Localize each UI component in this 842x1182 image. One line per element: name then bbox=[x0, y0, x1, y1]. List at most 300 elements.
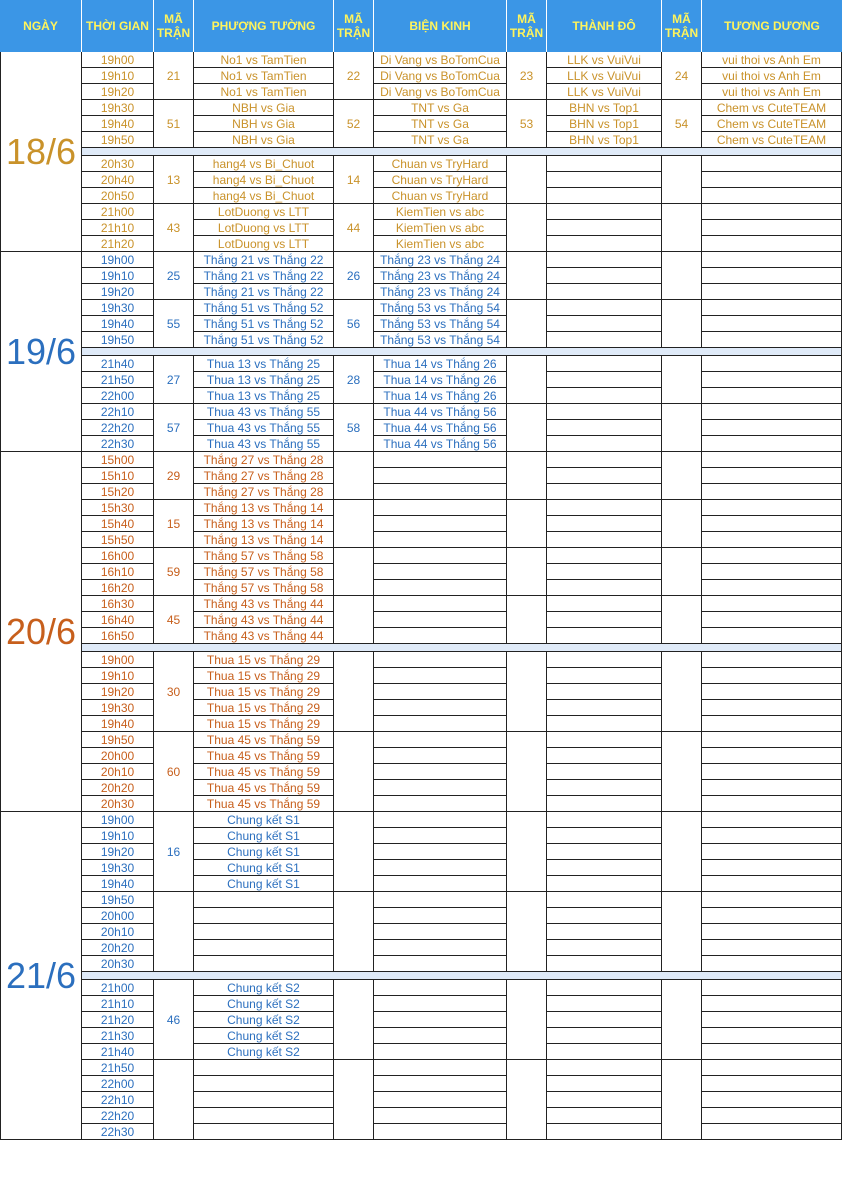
match-label-cell-text: NBH vs Gia bbox=[232, 132, 295, 147]
match-label-cell bbox=[547, 1092, 662, 1108]
match-id-cell-text: 60 bbox=[166, 764, 181, 779]
match-label-cell bbox=[702, 668, 842, 684]
match-label-cell-text: Chuan vs TryHard bbox=[391, 156, 489, 171]
time-cell-text: 20h20 bbox=[100, 940, 135, 955]
match-label-cell-text: Thắng 23 vs Thắng 24 bbox=[380, 268, 500, 283]
time-cell bbox=[82, 500, 154, 516]
time-cell-text: 16h40 bbox=[100, 612, 135, 627]
match-id-cell bbox=[662, 892, 702, 972]
match-label-cell bbox=[702, 500, 842, 516]
time-cell bbox=[82, 116, 154, 132]
match-label-cell bbox=[702, 316, 842, 332]
time-cell bbox=[82, 748, 154, 764]
match-id-cell bbox=[334, 356, 374, 404]
match-label-cell bbox=[194, 580, 334, 596]
match-label-cell bbox=[374, 500, 507, 516]
match-label-cell bbox=[374, 1092, 507, 1108]
match-label-cell bbox=[702, 564, 842, 580]
match-label-cell bbox=[547, 716, 662, 732]
match-label-cell bbox=[374, 940, 507, 956]
time-cell bbox=[82, 316, 154, 332]
time-cell-text: 19h30 bbox=[100, 300, 135, 315]
match-label-cell bbox=[194, 188, 334, 204]
match-id-cell bbox=[662, 548, 702, 596]
time-cell bbox=[82, 940, 154, 956]
match-label-cell bbox=[194, 940, 334, 956]
match-label-cell bbox=[702, 516, 842, 532]
match-label-cell bbox=[547, 940, 662, 956]
time-cell-text: 16h20 bbox=[100, 580, 135, 595]
match-label-cell bbox=[547, 924, 662, 940]
match-label-cell-text: Di Vang vs BoTomCua bbox=[380, 52, 500, 67]
match-label-cell bbox=[374, 436, 507, 452]
time-cell bbox=[82, 420, 154, 436]
match-label-cell bbox=[374, 132, 507, 148]
match-label-cell bbox=[547, 300, 662, 316]
match-label-cell bbox=[702, 876, 842, 892]
match-label-cell-text: KiemTien vs abc bbox=[395, 236, 485, 251]
time-cell-text: 19h40 bbox=[100, 716, 135, 731]
match-label-cell bbox=[194, 1124, 334, 1140]
match-id-cell bbox=[662, 1060, 702, 1140]
time-cell bbox=[82, 764, 154, 780]
match-label-cell bbox=[374, 812, 507, 828]
match-label-cell bbox=[374, 828, 507, 844]
match-label-cell-text: Chung kết S2 bbox=[227, 1012, 300, 1027]
match-id-cell bbox=[334, 652, 374, 732]
match-label-cell-text: Thua 15 vs Thắng 29 bbox=[206, 652, 321, 667]
match-label-cell bbox=[702, 100, 842, 116]
match-id-cell bbox=[507, 812, 547, 892]
header-ma-tran-2 bbox=[334, 0, 374, 52]
match-label-cell bbox=[374, 420, 507, 436]
match-id-cell bbox=[334, 452, 374, 500]
time-cell bbox=[82, 436, 154, 452]
match-label-cell-text: hang4 vs Bi_Chuot bbox=[212, 156, 315, 171]
match-id-cell-text: 57 bbox=[166, 420, 181, 435]
match-label-cell bbox=[194, 748, 334, 764]
match-label-cell bbox=[194, 468, 334, 484]
time-cell-text: 21h50 bbox=[100, 372, 135, 387]
match-label-cell-text: hang4 vs Bi_Chuot bbox=[212, 172, 315, 187]
match-label-cell bbox=[547, 764, 662, 780]
match-label-cell-text: Thắng 21 vs Thắng 22 bbox=[203, 268, 324, 283]
match-label-cell bbox=[702, 268, 842, 284]
time-cell-text: 16h50 bbox=[100, 628, 135, 643]
match-label-cell bbox=[194, 908, 334, 924]
time-cell bbox=[82, 204, 154, 220]
match-id-cell bbox=[507, 452, 547, 500]
match-id-cell-text: 14 bbox=[346, 172, 361, 187]
time-cell-text: 22h20 bbox=[100, 1108, 135, 1123]
match-id-cell bbox=[662, 500, 702, 548]
match-label-cell-text: Thua 14 vs Thắng 26 bbox=[383, 388, 497, 403]
header-ngay bbox=[0, 0, 82, 52]
header-thanh-do-label: THÀNH ĐÔ bbox=[572, 19, 636, 33]
match-label-cell bbox=[374, 796, 507, 812]
match-label-cell bbox=[374, 284, 507, 300]
time-cell bbox=[82, 1108, 154, 1124]
time-cell-text: 21h40 bbox=[100, 356, 135, 371]
date-label: 18/6 bbox=[5, 130, 77, 172]
match-label-cell bbox=[547, 812, 662, 828]
match-label-cell bbox=[702, 716, 842, 732]
match-label-cell bbox=[374, 252, 507, 268]
time-cell-text: 20h40 bbox=[100, 172, 135, 187]
match-label-cell bbox=[702, 940, 842, 956]
match-label-cell-text: Chuan vs TryHard bbox=[391, 172, 489, 187]
match-id-cell bbox=[507, 980, 547, 1060]
time-cell bbox=[82, 404, 154, 420]
match-id-cell bbox=[507, 596, 547, 644]
date-cell bbox=[0, 52, 82, 252]
match-label-cell bbox=[547, 564, 662, 580]
match-label-cell bbox=[374, 1044, 507, 1060]
match-id-cell bbox=[154, 652, 194, 732]
time-cell-text: 20h50 bbox=[100, 188, 135, 203]
match-label-cell bbox=[702, 116, 842, 132]
match-label-cell bbox=[547, 356, 662, 372]
date-cell bbox=[0, 252, 82, 452]
match-label-cell bbox=[547, 668, 662, 684]
header-ma-tran-2-line1: MÃ bbox=[344, 12, 363, 26]
match-label-cell bbox=[194, 780, 334, 796]
time-cell-text: 22h30 bbox=[100, 436, 135, 451]
match-id-cell bbox=[507, 652, 547, 732]
match-label-cell-text: Thua 43 vs Thắng 55 bbox=[206, 436, 321, 451]
match-label-cell-text: Thua 14 vs Thắng 26 bbox=[383, 372, 497, 387]
match-id-cell bbox=[662, 300, 702, 348]
header-ma-tran-3-line2: TRẬN bbox=[509, 26, 544, 40]
match-label-cell bbox=[374, 404, 507, 420]
match-id-cell bbox=[507, 156, 547, 204]
match-label-cell bbox=[194, 996, 334, 1012]
match-label-cell bbox=[702, 300, 842, 316]
match-label-cell bbox=[547, 1108, 662, 1124]
match-id-cell-text: 29 bbox=[166, 468, 181, 483]
match-label-cell-text: Thua 15 vs Thắng 29 bbox=[206, 716, 321, 731]
match-label-cell bbox=[374, 876, 507, 892]
match-id-cell bbox=[662, 452, 702, 500]
match-label-cell bbox=[374, 356, 507, 372]
time-cell-text: 20h30 bbox=[100, 956, 135, 971]
match-label-cell bbox=[547, 980, 662, 996]
time-cell bbox=[82, 52, 154, 68]
match-label-cell bbox=[194, 84, 334, 100]
match-label-cell bbox=[194, 388, 334, 404]
match-label-cell bbox=[194, 332, 334, 348]
match-label-cell bbox=[702, 860, 842, 876]
match-label-cell-text: KiemTien vs abc bbox=[395, 220, 485, 235]
match-label-cell bbox=[702, 484, 842, 500]
match-label-cell bbox=[547, 908, 662, 924]
match-label-cell bbox=[374, 332, 507, 348]
match-label-cell bbox=[702, 924, 842, 940]
match-label-cell bbox=[547, 596, 662, 612]
header-ma-tran-3-line1: MÃ bbox=[517, 12, 536, 26]
match-label-cell-text: Thắng 27 vs Thắng 28 bbox=[203, 484, 324, 499]
match-label-cell bbox=[702, 612, 842, 628]
match-label-cell bbox=[194, 316, 334, 332]
time-cell bbox=[82, 468, 154, 484]
time-cell bbox=[82, 980, 154, 996]
match-label-cell bbox=[374, 204, 507, 220]
time-cell-text: 21h20 bbox=[100, 236, 135, 251]
match-label-cell-text: Thua 15 vs Thắng 29 bbox=[206, 700, 321, 715]
time-cell-text: 21h00 bbox=[100, 204, 135, 219]
match-label-cell bbox=[374, 564, 507, 580]
match-id-cell bbox=[507, 1060, 547, 1140]
match-label-cell-text: Thua 45 vs Thắng 59 bbox=[206, 780, 321, 795]
match-label-cell bbox=[547, 52, 662, 68]
match-label-cell bbox=[547, 1124, 662, 1140]
match-id-cell bbox=[154, 252, 194, 300]
time-cell bbox=[82, 956, 154, 972]
time-cell bbox=[82, 268, 154, 284]
match-label-cell bbox=[547, 780, 662, 796]
time-cell bbox=[82, 812, 154, 828]
match-id-cell-text: 52 bbox=[346, 116, 361, 131]
match-label-cell bbox=[702, 1092, 842, 1108]
match-label-cell-text: Thua 15 vs Thắng 29 bbox=[206, 684, 321, 699]
match-label-cell bbox=[702, 436, 842, 452]
match-label-cell-text: Thắng 21 vs Thắng 22 bbox=[203, 252, 324, 267]
match-label-cell bbox=[702, 780, 842, 796]
time-cell bbox=[82, 612, 154, 628]
match-label-cell bbox=[194, 564, 334, 580]
header-ma-tran-3 bbox=[507, 0, 547, 52]
match-label-cell-text: Thua 44 vs Thắng 56 bbox=[383, 420, 497, 435]
match-label-cell-text: vui thoi vs Anh Em bbox=[722, 52, 821, 67]
match-label-cell bbox=[194, 1092, 334, 1108]
match-label-cell bbox=[702, 1028, 842, 1044]
match-label-cell bbox=[547, 116, 662, 132]
match-label-cell bbox=[194, 860, 334, 876]
match-label-cell-text: Thắng 13 vs Thắng 14 bbox=[203, 532, 324, 547]
match-label-cell bbox=[702, 1060, 842, 1076]
match-label-cell bbox=[374, 908, 507, 924]
match-id-cell-text: 13 bbox=[166, 172, 181, 187]
match-id-cell bbox=[334, 100, 374, 148]
match-label-cell bbox=[702, 252, 842, 268]
time-cell-text: 19h40 bbox=[100, 116, 135, 131]
match-label-cell bbox=[374, 612, 507, 628]
time-cell bbox=[82, 100, 154, 116]
match-label-cell bbox=[194, 156, 334, 172]
match-label-cell bbox=[194, 732, 334, 748]
match-label-cell-text: Chung kết S1 bbox=[227, 876, 300, 891]
match-label-cell bbox=[702, 1076, 842, 1092]
match-label-cell bbox=[702, 700, 842, 716]
date-cell bbox=[0, 452, 82, 812]
match-label-cell bbox=[374, 452, 507, 468]
match-label-cell bbox=[374, 100, 507, 116]
time-cell bbox=[82, 252, 154, 268]
match-label-cell bbox=[194, 68, 334, 84]
match-label-cell bbox=[374, 268, 507, 284]
match-id-cell-text: 44 bbox=[346, 220, 361, 235]
time-cell-text: 15h00 bbox=[100, 452, 135, 467]
time-cell bbox=[82, 172, 154, 188]
time-cell-text: 15h40 bbox=[100, 516, 135, 531]
header-ma-tran-1 bbox=[154, 0, 194, 52]
match-label-cell-text: No1 vs TamTien bbox=[220, 52, 307, 67]
date-cell bbox=[0, 812, 82, 1140]
match-id-cell-text: 55 bbox=[166, 316, 181, 331]
time-cell-text: 21h30 bbox=[100, 1028, 135, 1043]
time-cell-text: 22h10 bbox=[100, 404, 135, 419]
match-id-cell bbox=[507, 892, 547, 972]
match-id-cell bbox=[154, 452, 194, 500]
match-label-cell bbox=[374, 52, 507, 68]
match-label-cell-text: Thắng 57 vs Thắng 58 bbox=[203, 548, 324, 563]
time-cell-text: 19h10 bbox=[100, 268, 135, 283]
header-phuong-tuong bbox=[194, 0, 334, 52]
match-label-cell bbox=[194, 284, 334, 300]
match-label-cell bbox=[194, 924, 334, 940]
match-label-cell-text: Thắng 51 vs Thắng 52 bbox=[203, 316, 324, 331]
match-id-cell bbox=[154, 732, 194, 812]
match-label-cell-text: Thắng 23 vs Thắng 24 bbox=[380, 284, 500, 299]
match-label-cell bbox=[374, 764, 507, 780]
time-cell bbox=[82, 860, 154, 876]
date-label: 21/6 bbox=[5, 954, 77, 996]
match-label-cell-text: Chem vs CuteTEAM bbox=[716, 100, 827, 115]
time-cell-text: 19h30 bbox=[100, 860, 135, 875]
match-label-cell bbox=[702, 204, 842, 220]
match-label-cell bbox=[374, 516, 507, 532]
match-label-cell bbox=[702, 764, 842, 780]
match-id-cell-text: 25 bbox=[166, 268, 181, 283]
match-label-cell bbox=[374, 700, 507, 716]
match-label-cell-text: TNT vs Ga bbox=[411, 116, 469, 131]
match-label-cell bbox=[547, 628, 662, 644]
match-label-cell bbox=[547, 548, 662, 564]
match-label-cell bbox=[547, 1076, 662, 1092]
match-label-cell-text: Thắng 51 vs Thắng 52 bbox=[203, 332, 324, 347]
match-label-cell-text: Chem vs CuteTEAM bbox=[716, 132, 827, 147]
match-label-cell-text: Di Vang vs BoTomCua bbox=[380, 68, 500, 83]
header-ma-tran-1-line1: MÃ bbox=[164, 12, 183, 26]
time-cell-text: 22h00 bbox=[100, 1076, 135, 1091]
time-cell-text: 19h30 bbox=[100, 100, 135, 115]
time-cell-text: 19h00 bbox=[100, 252, 135, 267]
match-id-cell bbox=[334, 732, 374, 812]
match-label-cell-text: NBH vs Gia bbox=[232, 100, 295, 115]
match-label-cell bbox=[547, 1060, 662, 1076]
time-cell bbox=[82, 220, 154, 236]
match-label-cell bbox=[702, 652, 842, 668]
match-label-cell bbox=[547, 860, 662, 876]
match-label-cell-text: KiemTien vs abc bbox=[395, 204, 485, 219]
header-ma-tran-4-line1: MÃ bbox=[672, 12, 691, 26]
match-id-cell bbox=[154, 52, 194, 100]
match-label-cell bbox=[374, 68, 507, 84]
match-label-cell bbox=[194, 628, 334, 644]
match-id-cell bbox=[334, 1060, 374, 1140]
time-cell bbox=[82, 844, 154, 860]
header-phuong-tuong-label: PHƯỢNG TƯỜNG bbox=[211, 19, 316, 33]
match-label-cell bbox=[374, 732, 507, 748]
match-label-cell-text: Chung kết S1 bbox=[227, 828, 300, 843]
time-cell bbox=[82, 796, 154, 812]
match-label-cell bbox=[702, 684, 842, 700]
match-label-cell bbox=[702, 132, 842, 148]
match-id-cell bbox=[507, 252, 547, 300]
time-cell-text: 22h30 bbox=[100, 1124, 135, 1139]
match-id-cell bbox=[662, 100, 702, 148]
match-label-cell bbox=[374, 116, 507, 132]
match-label-cell bbox=[547, 156, 662, 172]
match-id-cell bbox=[507, 404, 547, 452]
match-label-cell-text: Thua 14 vs Thắng 26 bbox=[383, 356, 497, 371]
match-id-cell-text: 56 bbox=[346, 316, 361, 331]
time-cell-text: 22h20 bbox=[100, 420, 135, 435]
header-ma-tran-1-line2: TRẬN bbox=[156, 26, 191, 40]
time-cell-text: 19h00 bbox=[100, 52, 135, 67]
match-label-cell bbox=[547, 268, 662, 284]
section-separator bbox=[82, 348, 842, 356]
match-label-cell bbox=[702, 828, 842, 844]
match-label-cell bbox=[547, 500, 662, 516]
time-cell bbox=[82, 828, 154, 844]
match-label-cell bbox=[702, 908, 842, 924]
match-id-cell bbox=[662, 204, 702, 252]
match-label-cell bbox=[547, 236, 662, 252]
match-label-cell bbox=[547, 436, 662, 452]
match-id-cell-text: 30 bbox=[166, 684, 181, 699]
match-label-cell bbox=[194, 980, 334, 996]
match-label-cell-text: LotDuong vs LTT bbox=[217, 204, 310, 219]
time-cell-text: 21h10 bbox=[100, 996, 135, 1011]
match-label-cell bbox=[547, 372, 662, 388]
match-label-cell bbox=[547, 748, 662, 764]
time-cell bbox=[82, 516, 154, 532]
match-label-cell bbox=[547, 996, 662, 1012]
time-cell bbox=[82, 1044, 154, 1060]
match-label-cell-text: Thắng 53 vs Thắng 54 bbox=[380, 332, 500, 347]
match-label-cell bbox=[547, 204, 662, 220]
time-cell-text: 16h30 bbox=[100, 596, 135, 611]
match-label-cell bbox=[374, 996, 507, 1012]
time-cell bbox=[82, 876, 154, 892]
time-cell-text: 15h10 bbox=[100, 468, 135, 483]
time-cell bbox=[82, 716, 154, 732]
time-cell bbox=[82, 996, 154, 1012]
match-id-cell bbox=[334, 204, 374, 252]
match-label-cell bbox=[374, 388, 507, 404]
time-cell bbox=[82, 700, 154, 716]
match-id-cell bbox=[507, 204, 547, 252]
match-id-cell-text: 16 bbox=[166, 844, 181, 859]
match-id-cell-text: 27 bbox=[166, 372, 181, 387]
match-label-cell-text: Chung kết S2 bbox=[227, 980, 300, 995]
match-label-cell-text: Chung kết S1 bbox=[227, 812, 300, 827]
match-label-cell-text: Thua 43 vs Thắng 55 bbox=[206, 404, 321, 419]
match-label-cell bbox=[702, 1108, 842, 1124]
time-cell bbox=[82, 68, 154, 84]
time-cell bbox=[82, 188, 154, 204]
time-cell-text: 20h00 bbox=[100, 908, 135, 923]
match-label-cell-text: Thua 15 vs Thắng 29 bbox=[206, 668, 321, 683]
match-label-cell bbox=[547, 100, 662, 116]
match-label-cell bbox=[702, 580, 842, 596]
time-cell bbox=[82, 132, 154, 148]
match-id-cell-text: 58 bbox=[346, 420, 361, 435]
match-label-cell-text: LLK vs VuiVui bbox=[567, 52, 641, 67]
match-label-cell bbox=[702, 796, 842, 812]
match-id-cell-text: 43 bbox=[166, 220, 181, 235]
